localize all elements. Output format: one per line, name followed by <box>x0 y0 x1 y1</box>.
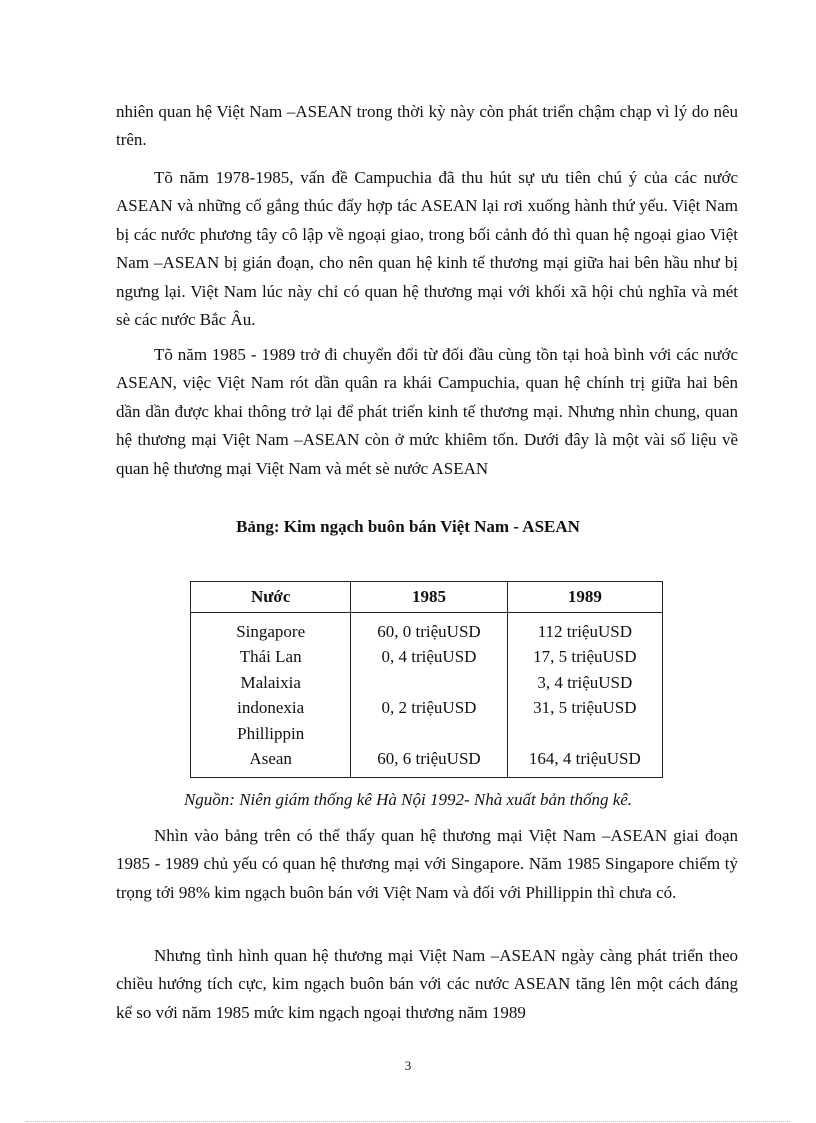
table-row <box>191 670 663 695</box>
cell-1989: 17, 5 triệuUSD <box>507 644 662 669</box>
table-row <box>191 721 663 746</box>
cell-country: indonexia <box>191 695 351 720</box>
cell-1989: 31, 5 triệuUSD <box>507 695 662 720</box>
cell-1989: 112 triệuUSD <box>507 613 662 645</box>
header-1989: 1989 <box>507 582 662 613</box>
table-caption: Bảng: Kim ngạch buôn bán Việt Nam - ASEAN <box>236 517 580 536</box>
cell-country: Thái Lan <box>191 644 351 669</box>
trade-table <box>190 581 663 778</box>
page-number: 3 <box>404 1058 412 1073</box>
header-country: Nước <box>191 582 351 613</box>
table-row <box>191 613 663 645</box>
paragraph-trend: Nhưng tình hình quan hệ thương mại Việt Nam –ASEAN ngày càng phát triển theo chiều hướng tích cực, kim ngạch buôn bán với các nước ASEAN tăng lên một cách đáng kể so với năm 1985 mức kim ngạch ngoại thương năm 1989 <box>116 946 738 1022</box>
cell-1985 <box>351 721 507 746</box>
cell-1989 <box>507 721 662 746</box>
cell-1989: 164, 4 triệuUSD <box>507 746 662 778</box>
paragraph-1985-1989: Tõ năm 1985 - 1989 trở đi chuyển đổi từ đối đầu cùng tồn tại hoà bình với các nước ASEAN, việc Việt Nam rót dần quân ra khái Campuchia, quan hệ chính trị giữa hai bên dần dần được khai thông trở lại để phát triển kinh tế thương mại. Nhưng nhìn chung, quan hệ thương mại Việt Nam –ASEAN còn ở mức khiêm tốn. Dưới đây là một vài số liệu về quan hệ thương mại Việt Nam và mét sè nước ASEAN <box>116 345 738 478</box>
cell-1985 <box>351 670 507 695</box>
table-header-row <box>191 582 663 613</box>
paragraph-continuation: nhiên quan hệ Việt Nam –ASEAN trong thời kỳ này còn phát triển chậm chạp vì lý do nêu trên. <box>116 102 738 150</box>
footer-divider <box>26 1121 790 1122</box>
cell-1985: 60, 0 triệuUSD <box>351 613 507 645</box>
cell-country: Asean <box>191 746 351 778</box>
cell-1985: 0, 4 triệuUSD <box>351 644 507 669</box>
cell-country: Phillippin <box>191 721 351 746</box>
cell-1989: 3, 4 triệuUSD <box>507 670 662 695</box>
paragraph-analysis: Nhìn vào bảng trên có thể thấy quan hệ thương mại Việt Nam –ASEAN giai đoạn 1985 - 1989 chủ yếu có quan hệ thương mại với Singapore. Năm 1985 Singapore chiếm tỷ trọng tới 98% kim ngạch buôn bán với Việt Nam và đối với Phillippin thì chưa có. <box>116 826 738 902</box>
paragraph-1978-1985: Tõ năm 1978-1985, vấn đề Campuchia đã thu hút sự ưu tiên chú ý của các nước ASEAN và những cố gắng thúc đẩy hợp tác ASEAN lại rơi xuống hành thứ yếu. Việt Nam bị các nước phương tây cô lập về ngoại giao, trong bối cảnh đó thì quan hệ ngoại giao Việt Nam –ASEAN bị gián đoạn, cho nên quan hệ kinh tế thương mại giữa hai bên hầu như bị ngưng lại. Việt Nam lúc này chỉ có quan hệ thương mại với khối xã hội chủ nghĩa và mét sè các nước Bắc Âu. <box>116 168 738 330</box>
header-1985: 1985 <box>351 582 507 613</box>
cell-1985: 0, 2 triệuUSD <box>351 695 507 720</box>
table-source: Nguồn: Niên giám thống kê Hà Nội 1992- Nhà xuất bản thống kê. <box>183 790 633 809</box>
cell-1985: 60, 6 triệuUSD <box>351 746 507 778</box>
table-row <box>191 644 663 669</box>
table-row <box>191 746 663 778</box>
cell-country: Malaixia <box>191 670 351 695</box>
table-row <box>191 695 663 720</box>
cell-country: Singapore <box>191 613 351 645</box>
